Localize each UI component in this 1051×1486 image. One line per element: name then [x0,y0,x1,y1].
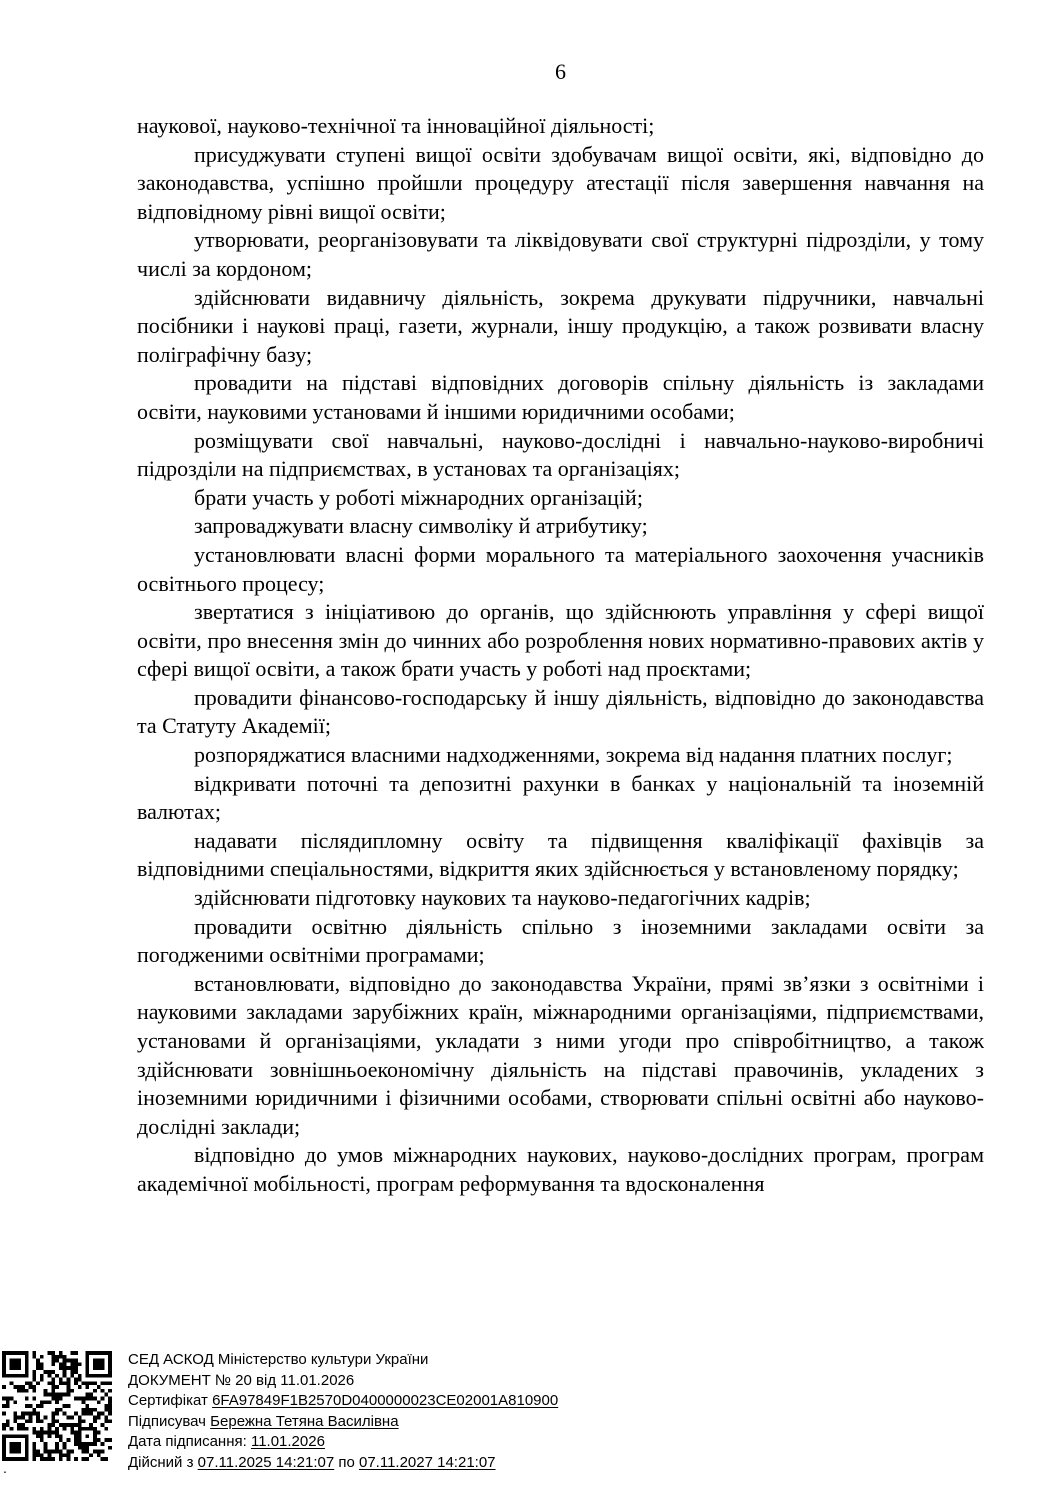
signer-name: Бережна Тетяна Василівна [210,1412,399,1430]
paragraph: надавати післядипломну освіту та підвищення кваліфікації фахівців за відповідними спеціальностями, відкриття яких здійснюється у встановленому порядку; [137,827,984,882]
valid-to-value: 07.11.2027 14:21:07 [359,1453,496,1471]
sign-date-value: 11.01.2026 [250,1433,325,1450]
paragraph: провадити на підставі відповідних договорів спільну діяльність із закладами освіти, науковими установами й іншими юридичними особами; [137,370,984,424]
validity-to-prep: по [338,1453,355,1471]
document-number-line: ДОКУМЕНТ № 20 від 11.01.2026 [128,1371,355,1389]
paragraph: звертатися з ініціативою до органів, що здійснюють управління у сфері вищої освіти, про внесення змін до чинних або розроблення нових нормативно-правових актів у сфері вищої освіти, а також брати участь у роботі над проєктами; [137,599,984,682]
paragraph: провадити фінансово-господарську й іншу діяльність, відповідно до законодавства та Статуту Академії; [137,684,984,739]
sign-date-label: Дата підписання: [128,1433,247,1450]
valid-from-value: 07.11.2025 14:21:07 [197,1453,335,1471]
certificate-line [128,1391,558,1412]
paragraph: розміщувати свої навчальні, науково-дослідні і навчально-науково-виробничі підрозділи на підприємствах, в установах та організаціях; [137,427,984,482]
system-name: СЕД АСКОД [128,1351,214,1368]
organization-name: Міністерство культури України [217,1351,429,1368]
certificate-number: 6FA97849F1B2570D0400000023CE02001A810900 [212,1392,559,1409]
paragraph: присуджувати ступені вищої освіти здобувачам вищої освіти, які, відповідно до законодавства, успішно пройшли процедуру атестації після завершення навчання на відповідному рівні вищої освіти; [137,141,984,224]
page-number: 6 [555,59,566,84]
paragraph: встановлювати, відповідно до законодавства України, прямі зв’язки з освітніми і науковими закладами зарубіжних країн, міжнародними організаціями, підприємствами, установами й організаціями, укладати з ними угоди про співробітництво, а також здійснювати зовнішньоекономічну діяльність на підставі правочинів, укладених з іноземними юридичними і фізичними особами, створювати спільні освітні або науково-дослідні заклади; [137,970,984,1139]
paragraph: відкривати поточні та депозитні рахунки в банках у національній та іноземній валютах; [137,770,984,825]
validity-line [128,1453,558,1474]
paragraph: установлювати власні форми морального та матеріального заохочення учасників освітнього процесу; [137,541,984,596]
validity-label: Дійсний [128,1453,183,1471]
paragraph: відповідно до умов міжнародних наукових, науково-дослідних програм, програм академічної мобільності, програм реформування та вдосконалення [137,1142,984,1196]
paragraph: наукової, науково-технічної та інноваційної діяльності; [137,113,655,138]
paragraph: здійснювати видавничу діяльність, зокрема друкувати підручники, навчальні посібники і наукові праці, газети, журнали, іншу продукцію, а також розвивати власну поліграфічну базу; [137,284,984,367]
paragraph: розпоряджатися власними надходженнями, зокрема від надання платних послуг; [194,742,953,768]
paragraph: провадити освітню діяльність спільно з іноземними закладами освіти за погодженими освітніми програмами; [137,913,984,968]
system-line [128,1350,558,1371]
stray-dot: . [3,1460,7,1476]
paragraph: запроваджувати власну символіку й атрибутику; [194,513,648,539]
sign-date-line [128,1432,558,1453]
qr-code-icon [2,1351,112,1461]
certificate-label: Сертифікат [128,1392,208,1409]
paragraph: утворювати, реорганізовувати та ліквідовувати свої структурні підрозділи, у тому числі за кордоном; [137,227,984,281]
signer-line [128,1412,558,1433]
paragraph: здійснювати підготовку наукових та науково-педагогічних кадрів; [194,885,811,911]
validity-from-prep: з [186,1453,194,1471]
signer-label: Підписувач [128,1412,206,1430]
document-body [137,112,984,1199]
signature-stamp [128,1350,558,1473]
paragraph: брати участь у роботі міжнародних організацій; [194,484,643,510]
